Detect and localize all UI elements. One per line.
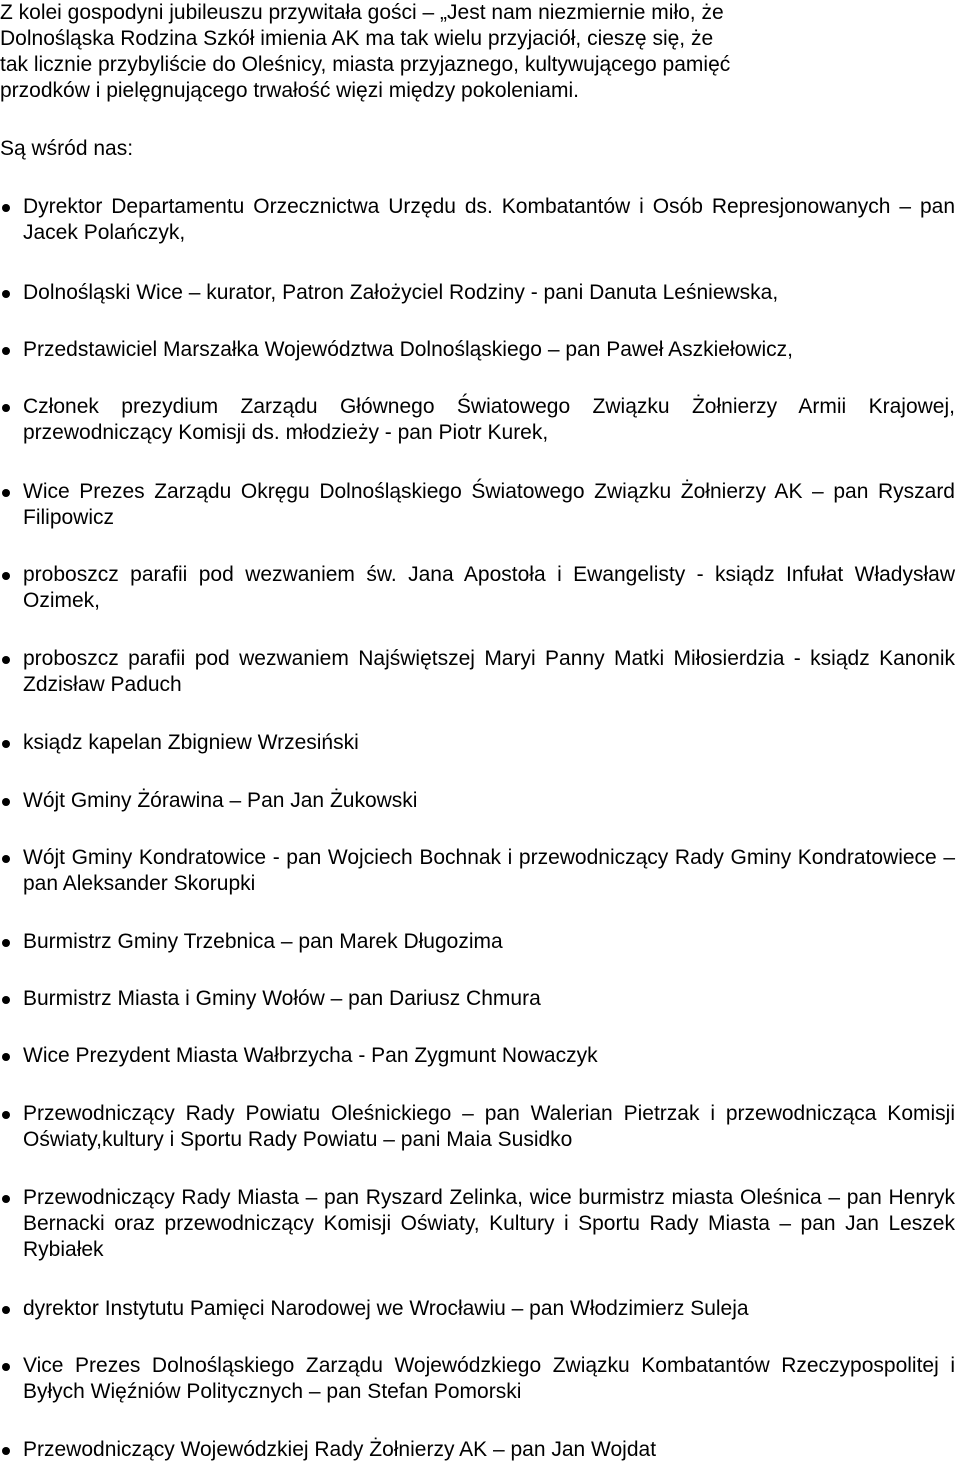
guest-list-item: Wójt Gminy Kondratowice - pan Wojciech Bochnak i przewodniczący Rady Gminy Kondratowiece – pan Aleksander Skorupki — [0, 845, 955, 897]
guest-list-item: Wójt Gminy Żórawina – Pan Jan Żukowski — [0, 788, 955, 814]
intro-line: Z kolei gospodyni jubileuszu przywitała gości – „Jest nam niezmiernie miło, że — [0, 1, 724, 24]
guest-list-item: Przewodniczący Wojewódzkiej Rady Żołnierzy AK – pan Jan Wojdat — [0, 1437, 955, 1463]
guests-heading: Są wśród nas: — [0, 137, 134, 160]
guest-list-item: Przedstawiciel Marszałka Województwa Dolnośląskiego – pan Paweł Aszkiełowicz, — [0, 337, 955, 363]
guest-list-item: Przewodniczący Rady Miasta – pan Ryszard Zelinka, wice burmistrz miasta Oleśnica – pan Henryk Bernacki oraz przewodniczący Komisji Oświaty, Kultury i Sportu Rady Miasta – pan Jan Leszek Rybiałek — [0, 1185, 955, 1263]
guest-list-item: Burmistrz Miasta i Gminy Wołów – pan Dariusz Chmura — [0, 986, 955, 1012]
guest-list-item: Wice Prezydent Miasta Wałbrzycha - Pan Zygmunt Nowaczyk — [0, 1043, 955, 1069]
guest-list-item: Członek prezydium Zarządu Głównego Światowego Związku Żołnierzy Armii Krajowej, przewodniczący Komisji ds. młodzieży - pan Piotr Kurek, — [0, 394, 955, 446]
guest-list-item: Przewodniczący Rady Powiatu Oleśnickiego – pan Walerian Pietrzak i przewodnicząca Komisji Oświaty,kultury i Sportu Rady Powiatu – pani Maia Susidko — [0, 1101, 955, 1153]
guest-list-item: ksiądz kapelan Zbigniew Wrzesiński — [0, 730, 955, 756]
intro-line: tak licznie przybyliście do Oleśnicy, miasta przyjaznego, kultywującego pamięć — [0, 53, 731, 76]
guest-list-item: Vice Prezes Dolnośląskiego Zarządu Wojewódzkiego Związku Kombatantów Rzeczypospolitej i Byłych Więźniów Politycznych – pan Stefan Pomorski — [0, 1353, 955, 1405]
guest-list-item: proboszcz parafii pod wezwaniem św. Jana Apostoła i Ewangelisty - ksiądz Infułat Władysław Ozimek, — [0, 562, 955, 614]
guest-list-item: proboszcz parafii pod wezwaniem Najświętszej Maryi Panny Matki Miłosierdzia - ksiądz Kanonik Zdzisław Paduch — [0, 646, 955, 698]
guest-list-item: Wice Prezes Zarządu Okręgu Dolnośląskiego Światowego Związku Żołnierzy AK – pan Ryszard Filipowicz — [0, 479, 955, 531]
guest-list-item: Dolnośląski Wice – kurator, Patron Założyciel Rodziny - pani Danuta Leśniewska, — [0, 280, 955, 306]
guest-list-item: Burmistrz Gminy Trzebnica – pan Marek Długozima — [0, 929, 955, 955]
intro-paragraph — [0, 0, 955, 104]
intro-line: przodków i pielęgnującego trwałość więzi między pokoleniami. — [0, 79, 579, 102]
intro-line: Dolnośląska Rodzina Szkół imienia AK ma tak wielu przyjaciół, cieszę się, że — [0, 27, 714, 50]
guest-list-item: dyrektor Instytutu Pamięci Narodowej we Wrocławiu – pan Włodzimierz Suleja — [0, 1296, 955, 1322]
guest-list-item: Dyrektor Departamentu Orzecznictwa Urzędu ds. Kombatantów i Osób Represjonowanych – pan Jacek Polańczyk, — [0, 194, 955, 246]
